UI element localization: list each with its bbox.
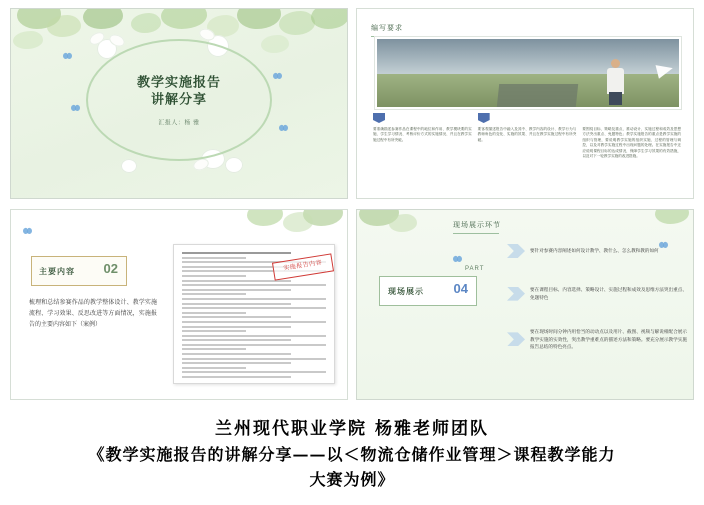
caption-line-2: 《教学实施报告的讲解分享——以＜物流仓储作业管理＞课程教学能力 xyxy=(88,445,616,464)
slide-1-cover[interactable] xyxy=(10,8,348,199)
arrow-item xyxy=(507,244,687,258)
arrow-item-text: 要针对参赛内容阐述如何设计教学、教什么、怎么教和教的如何 xyxy=(530,248,659,254)
caption-line-1: 兰州现代职业学院 杨雅老师团队 xyxy=(215,419,489,439)
photo-road xyxy=(497,84,578,107)
chevron-right-icon xyxy=(507,332,525,346)
cover-title-line1: 教学实施报告 xyxy=(136,74,221,90)
slide2-header: 编写要求 xyxy=(371,23,411,37)
red-stamp-label: 实施报告内容 xyxy=(272,253,334,280)
flower-decoration xyxy=(225,157,243,173)
slide2-photo xyxy=(375,37,681,109)
butterfly-icon xyxy=(453,256,462,263)
diamond-marker-icon xyxy=(478,113,490,123)
part-label: PART xyxy=(465,266,485,272)
diamond-marker-icon xyxy=(373,113,385,123)
arrow-item-text: 要在课程目标、内容选择、策略设计、实施过程和成效及思维方法突出重点、免题特色 xyxy=(530,287,687,300)
slide-2-requirements[interactable] xyxy=(356,8,694,199)
photo-sky xyxy=(377,39,679,74)
diamond-marker-icon xyxy=(582,113,594,123)
caption-line-3: 大赛为例》 xyxy=(309,470,395,489)
chevron-right-icon xyxy=(507,287,525,301)
slide2-column-text: 要准确描述参赛作品在课程中的地位和作用、教学模块要的实施、学生学习情况、考核评价方式的实施情况、并且在教学实施过程中有所突破。 xyxy=(373,127,472,142)
slide-4-live-demo[interactable] xyxy=(356,209,694,400)
butterfly-icon xyxy=(23,228,32,235)
slide2-text-columns xyxy=(373,113,681,159)
slide2-column-text: 要客观描述报告中融入及其中、教学内容的设计、教学行为与教师角色的变化、实施的效果、并且在教学实施过程中有所突破。 xyxy=(477,127,577,142)
slide-3-main-content[interactable] xyxy=(10,209,348,400)
slide3-paragraph: 梳理和总结参赛作品的教学整体设计、教学实施流程、学习效果、反思改进等方面情况，实施报告的主要内容如下（案例） xyxy=(29,300,157,328)
section-badge xyxy=(31,256,127,286)
slide4-header: 现场展示环节 xyxy=(453,220,501,234)
slide2-column xyxy=(582,113,681,159)
section-badge-number: 02 xyxy=(103,261,118,276)
butterfly-icon xyxy=(279,125,288,132)
slide2-column xyxy=(373,113,472,159)
slide-grid xyxy=(10,8,694,400)
section-chip xyxy=(379,276,477,306)
arrow-item xyxy=(507,286,687,301)
cover-title-line2: 讲解分享 xyxy=(150,91,207,107)
cover-subtitle: 汇报人：杨 雅 xyxy=(158,120,200,127)
section-badge-label: 主要内容 xyxy=(39,267,75,276)
flower-decoration xyxy=(121,159,137,173)
section-chip-label: 现场展示 xyxy=(388,287,424,296)
chevron-right-icon xyxy=(507,244,525,258)
section-chip-number: 04 xyxy=(453,281,468,296)
arrow-item xyxy=(507,328,687,351)
caption-block xyxy=(0,416,704,492)
butterfly-icon xyxy=(63,53,72,60)
photo-person xyxy=(605,59,627,105)
cover-title-block xyxy=(79,73,279,126)
slide2-column xyxy=(478,113,577,159)
arrow-item-text: 要在现场时间分钟内用恰当的动动点以及用片、截图、视频与解说相配合展示教学实施的实效性，突出教学重难点的描述方法和策略。要充分展示教学实施报告总结的特色亮点。 xyxy=(530,329,687,350)
slide2-column-text: 要围绕目标、策略及重点、推动设计、实施过程和成效及思想方法突出重点、免题特色；教学实施报告的重点是教学实施的组织与管理，要说明教学实施的组织实施、过程的管理与调控，以及对教学实施过程中出现问题的处理。在实施报告中还应说明课程目标的达成情况，保障学生学习效果的有效措施，以及对下一轮教学实施的改进措施。 xyxy=(582,127,682,159)
